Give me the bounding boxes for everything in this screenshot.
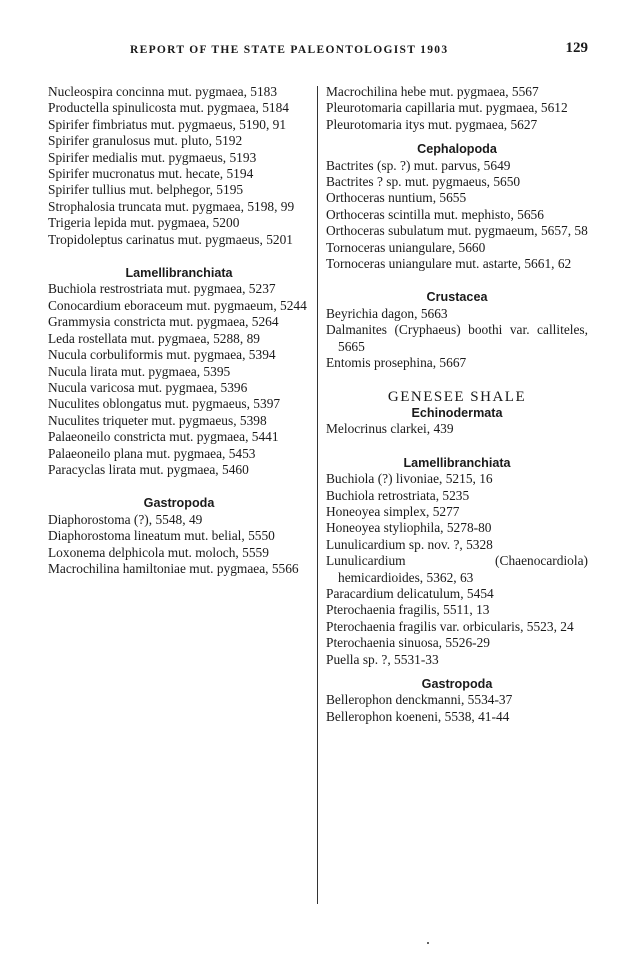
species-entry: Orthoceras subulatum mut. pygmaeum, 5657, 58 [326,223,588,239]
spacer [326,372,588,389]
section-heading: Lamellibranchiata [403,455,511,470]
spacer [326,668,588,676]
species-entry: Puella sp. ?, 5531-33 [326,651,439,667]
species-entry: Spirifer medialis mut. pygmaeus, 5193 [48,149,257,165]
column-divider [317,86,318,904]
section-heading: Gastropoda [421,677,493,691]
species-entry: Spirifer fimbriatus mut. pygmaeus, 5190, 91 [48,116,287,132]
left-column [48,84,310,577]
section-heading: Lamellibranchiata [125,266,233,281]
species-entry: Diaphorostoma (?), 5548, 49 [48,511,203,527]
species-entry: Honeoyea styliophila, 5278-80 [326,520,492,536]
species-entry: Buchiola retrostriata, 5235 [326,487,470,503]
species-entry: Palaeoneilo constricta mut. pygmaea, 5441 [48,429,279,445]
species-entry: Pterochaenia fragilis, 5511, 13 [326,602,490,618]
species-entry: Productella spinulicosta mut. pygmaea, 5184 [48,100,289,116]
species-entry: Bactrites (sp. ?) mut. parvus, 5649 [326,157,511,173]
spacer [48,248,310,265]
species-entry: Beyrichia dagon, 5663 [326,305,448,321]
species-entry: Spirifer tullius mut. belphegor, 5195 [48,182,244,198]
species-entry: Paracardium delicatulum, 5454 [326,585,494,601]
species-entry: Macrochilina hamiltoniae mut. pygmaea, 5566 [48,560,299,576]
species-entry: Diaphorostoma lineatum mut. belial, 5550 [48,528,275,544]
species-entry: Entomis prosephina, 5667 [326,355,467,371]
formation-heading: GENESEE SHALE [387,388,527,405]
species-entry: Lunulicardium (Chaenocardiola) hemicardioides, 5362, 63 [326,553,588,585]
spacer [326,438,588,455]
page-number: 129 [565,40,588,56]
spacer [326,133,588,141]
species-entry: Strophalosia truncata mut. pygmaea, 5198, 99 [48,198,295,214]
spacer [48,478,310,495]
right-column [326,84,588,725]
species-entry: Bellerophon koeneni, 5538, 41-44 [326,708,510,724]
section-heading: Gastropoda [143,496,215,511]
species-entry: Tornoceras uniangulare, 5660 [326,239,486,255]
species-entry: Spirifer mucronatus mut. hecate, 5194 [48,166,254,182]
species-entry: Pleurotomaria itys mut. pygmaea, 5627 [326,116,538,132]
species-entry: Melocrinus clarkei, 439 [326,421,454,437]
species-entry: Leda rostellata mut. pygmaea, 5288, 89 [48,330,260,346]
species-entry: Nucleospira concinna mut. pygmaea, 5183 [48,84,278,99]
species-entry: Bellerophon denckmanni, 5534-37 [326,692,513,708]
species-entry: Dalmanites (Cryphaeus) boothi var. calliteles, 5665 [326,322,588,354]
species-entry: Loxonema delphicola mut. moloch, 5559 [48,544,269,560]
species-entry: Palaeoneilo plana mut. pygmaea, 5453 [48,445,256,461]
species-entry: Spirifer granulosus mut. pluto, 5192 [48,133,243,149]
species-entry: Grammysia constricta mut. pygmaea, 5264 [48,314,279,330]
species-entry: Trigeria lepida mut. pygmaea, 5200 [48,215,240,231]
species-entry: Pterochaenia fragilis var. orbicularis, 5523, 24 [326,618,574,634]
species-entry: Tropidoleptus carinatus mut. pygmaeus, 5201 [48,231,293,247]
species-entry: Buchiola restrostriata mut. pygmaea, 5237 [48,281,276,297]
species-entry: Tornoceras uniangulare mut. astarte, 5661, 62 [326,256,572,272]
species-entry: Nucula corbuliformis mut. pygmaea, 5394 [48,347,276,363]
species-entry: Nuculites triqueter mut. pygmaeus, 5398 [48,412,267,428]
species-entry: Pterochaenia sinuosa, 5526-29 [326,635,490,651]
species-entry: Macrochilina hebe mut. pygmaea, 5567 [326,84,539,99]
species-entry: Bactrites ? sp. mut. pygmaeus, 5650 [326,174,521,190]
species-entry: Conocardium eboraceum mut. pygmaeum, 5244 [48,297,307,313]
section-heading: Cephalopoda [417,142,497,157]
page-header [48,38,588,58]
species-entry: Paracyclas lirata mut. pygmaea, 5460 [48,461,249,477]
species-entry: Pleurotomaria capillaria mut. pygmaea, 5612 [326,100,568,116]
species-entry: Nuculites oblongatus mut. pygmaeus, 5397 [48,396,281,412]
species-entry: Lunulicardium sp. nov. ?, 5328 [326,536,493,552]
spacer [326,272,588,289]
species-entry: Orthoceras nuntium, 5655 [326,190,467,206]
species-entry: Honeoyea simplex, 5277 [326,503,460,519]
section-heading: Crustacea [426,290,488,305]
section-heading: Echinodermata [411,405,503,420]
species-entry: Buchiola (?) livoniae, 5215, 16 [326,471,493,487]
page-speck [427,942,429,944]
running-title: REPORT OF THE STATE PALEONTOLOGIST 1903 [130,44,449,56]
species-entry: Nucula lirata mut. pygmaea, 5395 [48,363,231,379]
species-entry: Orthoceras scintilla mut. mephisto, 5656 [326,206,544,222]
species-entry: Nucula varicosa mut. pygmaea, 5396 [48,379,248,395]
